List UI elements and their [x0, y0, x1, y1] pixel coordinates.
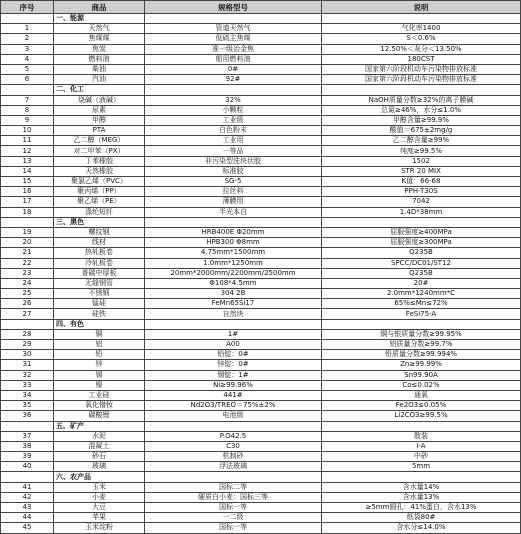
header-index: 序号: [1, 1, 54, 14]
row-product: 聚丙烯（PP）: [54, 187, 145, 197]
row-spec: 拉丝料: [145, 187, 322, 197]
header-spec: 规格型号: [145, 1, 322, 14]
table-row: [1, 75, 521, 85]
section-empty-cell: [322, 319, 521, 329]
table-row: [1, 503, 521, 513]
row-spec: 工业用: [145, 136, 322, 146]
row-product: 铝: [54, 340, 145, 350]
row-note: ≥5mm圆孔：41%蛋白，含水13%: [322, 503, 521, 513]
table-row: [1, 115, 521, 125]
section-empty-cell: [145, 421, 322, 431]
row-note: 含水量13%: [322, 492, 521, 502]
row-note: 12.50%＜灰分＜13.50%: [322, 44, 521, 54]
row-index: 43: [1, 503, 54, 513]
row-spec: FeMn65Si17: [145, 299, 322, 309]
table-row: [1, 401, 521, 411]
row-product: 无缝钢管: [54, 278, 145, 288]
section-empty-cell: [145, 472, 322, 482]
row-note: 7042: [322, 197, 521, 207]
row-index: 21: [1, 248, 54, 258]
section-empty-cell: [145, 217, 322, 227]
table-row: [1, 299, 521, 309]
row-note: 5mm: [322, 462, 521, 472]
row-spec: 国标二等: [145, 482, 322, 492]
row-spec: Φ108*4.5mm: [145, 278, 322, 288]
table-row: [1, 350, 521, 360]
row-note: 铅质量分数≥99.994%: [322, 350, 521, 360]
row-spec: A00: [145, 340, 322, 350]
section-index-cell: [1, 217, 54, 227]
row-note: 2.0mm*1240mm*C: [322, 289, 521, 299]
section-index-cell: [1, 472, 54, 482]
row-note: 铝质量分数≥99.7%: [322, 340, 521, 350]
row-product: 混凝土: [54, 441, 145, 451]
row-spec: 硬质白小麦：国标三等: [145, 492, 322, 502]
row-note: 酸值＝675±2mg/g: [322, 126, 521, 136]
section-title: 二、化工: [54, 85, 145, 95]
row-index: 9: [1, 115, 54, 125]
row-product: 砂石: [54, 452, 145, 462]
table-row: [1, 523, 521, 533]
row-product: 工业硅: [54, 390, 145, 400]
section-title: 三、黑色: [54, 217, 145, 227]
row-index: 26: [1, 299, 54, 309]
row-product: 硅铁: [54, 309, 145, 319]
row-product: 玉米: [54, 482, 145, 492]
row-spec: 0#: [145, 64, 322, 74]
table-row: [1, 105, 521, 115]
row-index: 31: [1, 360, 54, 370]
table-row: [1, 136, 521, 146]
table-row: [1, 146, 521, 156]
row-spec: 准一级冶金焦: [145, 44, 322, 54]
row-index: 19: [1, 227, 54, 237]
row-spec: 工业级: [145, 115, 322, 125]
row-index: 38: [1, 441, 54, 451]
row-note: SPCC/DC01/ST12: [322, 258, 521, 268]
row-index: 17: [1, 197, 54, 207]
table-row: [1, 54, 521, 64]
row-note: 含水量14%: [322, 482, 521, 492]
row-index: 34: [1, 390, 54, 400]
row-note: 屈服强度≥400MPa: [322, 227, 521, 237]
row-note: 含水分≤14.0%: [322, 523, 521, 533]
section-title: 四、有色: [54, 319, 145, 329]
row-note: 铜与银质量分数≥99.95%: [322, 329, 521, 339]
row-note: Q235B: [322, 268, 521, 278]
row-spec: 4.75mm*1500mm: [145, 248, 322, 258]
row-index: 30: [1, 350, 54, 360]
row-product: 焦煤煤: [54, 34, 145, 44]
table-row: [1, 166, 521, 176]
row-index: 12: [1, 146, 54, 156]
row-index: 27: [1, 309, 54, 319]
row-product: 聚乙烯（PE）: [54, 197, 145, 207]
table-row: [1, 126, 521, 136]
section-row: [1, 472, 521, 482]
row-spec: 非污染型洗块状胶: [145, 156, 322, 166]
table-row: [1, 329, 521, 339]
row-product: 聚氯乙烯（PVC）: [54, 177, 145, 187]
row-product: 烧碱（液碱）: [54, 95, 145, 105]
row-spec: 国标一等: [145, 523, 322, 533]
row-note: Co≤0.02%: [322, 380, 521, 390]
section-title: 五、矿产: [54, 421, 145, 431]
table-row: [1, 390, 521, 400]
row-spec: SG-5: [145, 177, 322, 187]
section-row: [1, 421, 521, 431]
row-note: 65%≤Mn≤72%: [322, 299, 521, 309]
row-product: 锌: [54, 360, 145, 370]
table-row: [1, 207, 521, 217]
row-product: 冷轧板卷: [54, 258, 145, 268]
row-product: 不锈钢: [54, 289, 145, 299]
row-spec: 一二级: [145, 513, 322, 523]
row-index: 25: [1, 289, 54, 299]
row-product: 汽油: [54, 75, 145, 85]
row-note: Zn≥99.99%: [322, 360, 521, 370]
row-spec: 1#: [145, 329, 322, 339]
row-note: NaOH质量分数≥32%的离子膜碱: [322, 95, 521, 105]
row-note: I-A: [322, 441, 521, 451]
table-row: [1, 431, 521, 441]
row-index: 8: [1, 105, 54, 115]
table-row: [1, 177, 521, 187]
row-index: 14: [1, 166, 54, 176]
row-product: 天然气: [54, 24, 145, 34]
row-product: 铅: [54, 350, 145, 360]
row-index: 20: [1, 238, 54, 248]
row-note: Li2CO3≥99.5%: [322, 411, 521, 421]
section-index-cell: [1, 319, 54, 329]
section-index-cell: [1, 421, 54, 431]
row-index: 15: [1, 177, 54, 187]
table-row: [1, 64, 521, 74]
row-index: 7: [1, 95, 54, 105]
table-header-row: [1, 1, 521, 14]
table-row: [1, 258, 521, 268]
row-index: 16: [1, 187, 54, 197]
row-index: 10: [1, 126, 54, 136]
row-product: 普碳中厚板: [54, 268, 145, 278]
table-row: [1, 340, 521, 350]
table-body: [1, 14, 521, 534]
row-note: K值：66-68: [322, 177, 521, 187]
section-empty-cell: [322, 217, 521, 227]
row-spec: 管道天然气: [145, 24, 322, 34]
row-note: 中砂: [322, 452, 521, 462]
table-row: [1, 44, 521, 54]
section-index-cell: [1, 14, 54, 24]
row-product: 焦炭: [54, 44, 145, 54]
row-index: 32: [1, 370, 54, 380]
row-product: 玉米淀粉: [54, 523, 145, 533]
row-index: 22: [1, 258, 54, 268]
row-note: 1502: [322, 156, 521, 166]
table-row: [1, 95, 521, 105]
table-row: [1, 248, 521, 258]
row-spec: C30: [145, 441, 322, 451]
row-product: 对二甲苯（PX）: [54, 146, 145, 156]
row-spec: 白色粉末: [145, 126, 322, 136]
row-product: 乙二醇（MEG）: [54, 136, 145, 146]
row-spec: 1.0mm*1250mm: [145, 258, 322, 268]
row-product: 水泥: [54, 431, 145, 441]
row-index: 23: [1, 268, 54, 278]
table-row: [1, 156, 521, 166]
row-index: 36: [1, 411, 54, 421]
row-spec: 机制砂: [145, 452, 322, 462]
table-row: [1, 268, 521, 278]
row-index: 41: [1, 482, 54, 492]
row-product: 柴油: [54, 64, 145, 74]
row-note: 屈服强度≥300MPa: [322, 238, 521, 248]
row-spec: Ni≥99.96%: [145, 380, 322, 390]
row-index: 11: [1, 136, 54, 146]
section-empty-cell: [322, 472, 521, 482]
row-spec: 一等品: [145, 146, 322, 156]
row-product: 天然橡胶: [54, 166, 145, 176]
section-title: 一、能源: [54, 14, 145, 24]
row-index: 6: [1, 75, 54, 85]
section-empty-cell: [322, 85, 521, 95]
row-spec: 船用燃料油: [145, 54, 322, 64]
table-row: [1, 360, 521, 370]
row-index: 33: [1, 380, 54, 390]
table-row: [1, 289, 521, 299]
table-row: [1, 411, 521, 421]
row-index: 24: [1, 278, 54, 288]
row-product: 碳酸锂: [54, 411, 145, 421]
row-spec: 92#: [145, 75, 322, 85]
section-empty-cell: [145, 319, 322, 329]
section-empty-cell: [145, 14, 322, 24]
table-row: [1, 482, 521, 492]
row-index: 44: [1, 513, 54, 523]
row-product: 镍: [54, 380, 145, 390]
row-note: Fe2O3≤0.05%: [322, 401, 521, 411]
row-spec: 薄膜用: [145, 197, 322, 207]
table-row: [1, 492, 521, 502]
row-note: 1.4D*38mm: [322, 207, 521, 217]
row-note: 乙二醇含量≥99%: [322, 136, 521, 146]
row-index: 3: [1, 44, 54, 54]
section-empty-cell: [145, 85, 322, 95]
table-row: [1, 462, 521, 472]
row-note: Sn99.90A: [322, 370, 521, 380]
table-row: [1, 441, 521, 451]
row-note: 180CST: [322, 54, 521, 64]
table-row: [1, 309, 521, 319]
row-index: 1: [1, 24, 54, 34]
row-spec: 半光本白: [145, 207, 322, 217]
table-row: [1, 34, 521, 44]
row-note: STR 20 MIX: [322, 166, 521, 176]
section-title: 六、农产品: [54, 472, 145, 482]
section-row: [1, 319, 521, 329]
table-row: [1, 227, 521, 237]
row-note: 纸袋80#: [322, 513, 521, 523]
section-empty-cell: [322, 14, 521, 24]
row-product: 玻璃: [54, 462, 145, 472]
row-product: 苹果: [54, 513, 145, 523]
table-row: [1, 24, 521, 34]
table-row: [1, 370, 521, 380]
row-product: PTA: [54, 126, 145, 136]
row-index: 35: [1, 401, 54, 411]
row-note: PPH-T30S: [322, 187, 521, 197]
table-row: [1, 452, 521, 462]
row-product: 锡: [54, 370, 145, 380]
row-product: 大豆: [54, 503, 145, 513]
row-note: 纯度≥99.5%: [322, 146, 521, 156]
header-note: 说明: [322, 1, 521, 14]
row-spec: 标准胶: [145, 166, 322, 176]
row-index: 37: [1, 431, 54, 441]
row-note: FeSi75-A: [322, 309, 521, 319]
row-spec: HPB300 Φ8mm: [145, 238, 322, 248]
row-spec: 自然块: [145, 309, 322, 319]
row-spec: 32%: [145, 95, 322, 105]
row-note: 国家第六阶段机动车污染物排放标准: [322, 75, 521, 85]
row-index: 13: [1, 156, 54, 166]
row-product: 螺纹钢: [54, 227, 145, 237]
row-spec: 20mm*2000mm/2200mm/2500mm: [145, 268, 322, 278]
row-note: 甲醇含量≥99.9%: [322, 115, 521, 125]
table-row: [1, 278, 521, 288]
row-index: 18: [1, 207, 54, 217]
header-product: 商品: [54, 1, 145, 14]
row-product: 甲醇: [54, 115, 145, 125]
row-note: 国家第六阶段机动车污染物排放标准: [322, 64, 521, 74]
row-product: 锰硅: [54, 299, 145, 309]
row-product: 铜: [54, 329, 145, 339]
row-spec: P.O42.5: [145, 431, 322, 441]
table-row: [1, 187, 521, 197]
row-index: 42: [1, 492, 54, 502]
table-row: [1, 513, 521, 523]
row-index: 40: [1, 462, 54, 472]
row-note: 通氧: [322, 390, 521, 400]
row-product: 热轧板卷: [54, 248, 145, 258]
row-product: 尿素: [54, 105, 145, 115]
section-empty-cell: [322, 421, 521, 431]
row-spec: 304 2B: [145, 289, 322, 299]
row-spec: 441#: [145, 390, 322, 400]
row-product: 燃料油: [54, 54, 145, 64]
table-row: [1, 197, 521, 207]
row-spec: 小颗粒: [145, 105, 322, 115]
row-spec: 浮法玻璃: [145, 462, 322, 472]
row-note: Q235B: [322, 248, 521, 258]
table-row: [1, 380, 521, 390]
row-spec: Nd2O3/TREO＝75%±2%: [145, 401, 322, 411]
row-index: 5: [1, 64, 54, 74]
row-spec: 锡锭：1#: [145, 370, 322, 380]
row-index: 28: [1, 329, 54, 339]
row-product: 线材: [54, 238, 145, 248]
section-row: [1, 85, 521, 95]
row-spec: 国标一等: [145, 503, 322, 513]
row-product: 氧化镨钕: [54, 401, 145, 411]
row-product: 小麦: [54, 492, 145, 502]
row-note: 总氮≥46%，水分≤1.0%: [322, 105, 521, 115]
row-index: 39: [1, 452, 54, 462]
row-spec: 锌锭：0#: [145, 360, 322, 370]
row-product: 丁苯橡胶: [54, 156, 145, 166]
section-row: [1, 14, 521, 24]
row-spec: 铅锭：0#: [145, 350, 322, 360]
section-row: [1, 217, 521, 227]
row-note: 20#: [322, 278, 521, 288]
row-note: 气化率1400: [322, 24, 521, 34]
row-spec: 电池级: [145, 411, 322, 421]
row-index: 4: [1, 54, 54, 64]
row-note: S＜0.6%: [322, 34, 521, 44]
row-product: 涤纶短纤: [54, 207, 145, 217]
row-index: 29: [1, 340, 54, 350]
section-index-cell: [1, 85, 54, 95]
row-index: 45: [1, 523, 54, 533]
row-spec: HRB400E Φ20mm: [145, 227, 322, 237]
row-note: 散装: [322, 431, 521, 441]
row-index: 2: [1, 34, 54, 44]
row-spec: 低硫主焦煤: [145, 34, 322, 44]
table-row: [1, 238, 521, 248]
